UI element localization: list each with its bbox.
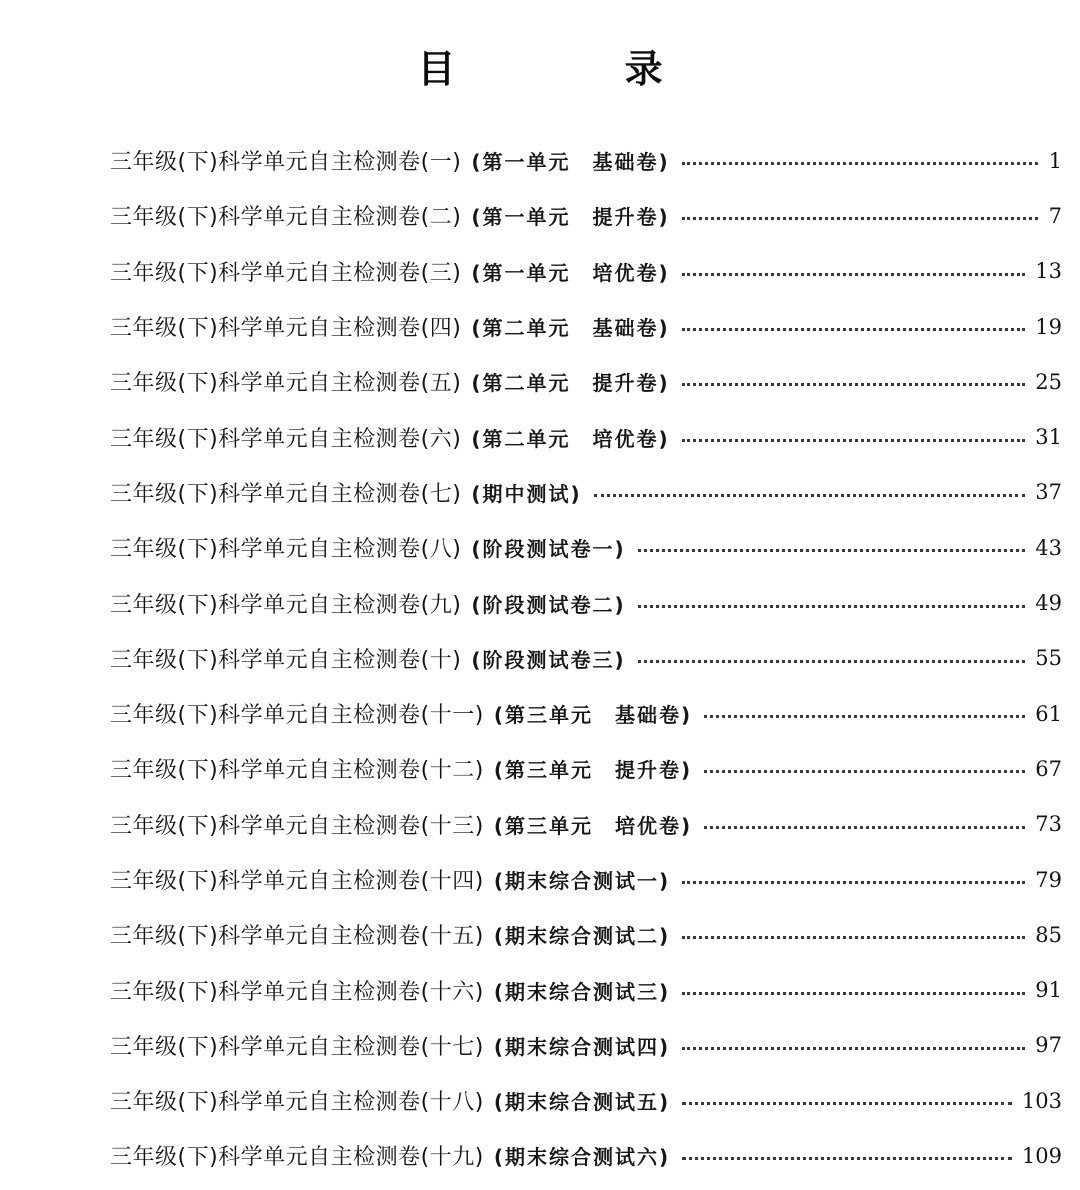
toc-entry-page-number: 1 [1048,148,1062,173]
toc-entry-subtitle: (期末综合测试六) [493,1145,671,1170]
toc-entry[interactable] [110,299,1062,354]
toc-entry-page-number: 25 [1035,369,1062,394]
dot-leader [682,936,1025,939]
toc-entry-title: 三年级(下)科学单元自主检测卷(十) [110,647,462,673]
toc-entry[interactable] [110,520,1062,575]
toc-entry-page-number: 73 [1035,812,1062,837]
toc-entry-title: 三年级(下)科学单元自主检测卷(二) [110,205,462,231]
dot-leader [682,217,1038,220]
dot-leader [682,1157,1012,1160]
toc-entry-subtitle: (第二单元 提升卷) [471,371,670,396]
toc-entry-subtitle: (第一单元 提升卷) [471,205,670,230]
dot-leader [682,992,1025,995]
page-title: 目 录 [417,47,741,92]
toc-entry[interactable] [110,409,1062,464]
toc-entry[interactable] [110,797,1062,852]
toc-entry-page-number: 7 [1048,203,1062,228]
toc-entry-page-number: 49 [1035,591,1062,616]
toc-entry-title: 三年级(下)科学单元自主检测卷(四) [110,316,462,342]
dot-leader [682,162,1038,165]
toc-entry-page-number: 91 [1035,978,1062,1003]
dot-leader [682,881,1025,884]
dot-leader [638,549,1026,552]
dot-leader [704,826,1025,829]
toc-entry-title: 三年级(下)科学单元自主检测卷(一) [110,150,462,176]
toc-entry-page-number: 55 [1035,646,1062,671]
toc-entry-title: 三年级(下)科学单元自主检测卷(十七) [110,1034,484,1060]
dot-leader [704,715,1025,718]
toc-entry[interactable] [110,907,1062,962]
dot-leader [704,770,1025,773]
toc-entry-page-number: 13 [1035,259,1062,284]
toc-entry[interactable] [110,244,1062,299]
toc-entry-page-number: 109 [1021,1143,1062,1168]
dot-leader [682,383,1026,386]
table-of-contents [110,133,1062,1184]
toc-entry[interactable] [110,1073,1062,1128]
toc-entry-title: 三年级(下)科学单元自主检测卷(八) [110,537,462,563]
toc-entry-title: 三年级(下)科学单元自主检测卷(六) [110,426,462,452]
dot-leader [638,660,1026,663]
dot-leader [682,273,1026,276]
toc-entry-subtitle: (期末综合测试五) [493,1090,671,1115]
toc-entry-page-number: 97 [1035,1033,1062,1058]
toc-entry-subtitle: (第二单元 培优卷) [471,426,670,451]
toc-entry[interactable] [110,465,1062,520]
toc-entry-title: 三年级(下)科学单元自主检测卷(十五) [110,924,484,950]
toc-entry-title: 三年级(下)科学单元自主检测卷(七) [110,481,462,507]
toc-entry[interactable] [110,575,1062,630]
toc-entry-title: 三年级(下)科学单元自主检测卷(十三) [110,813,484,839]
toc-entry[interactable] [110,133,1062,188]
toc-entry[interactable] [110,1128,1062,1183]
toc-entry-title: 三年级(下)科学单元自主检测卷(十八) [110,1090,484,1116]
toc-entry-subtitle: (阶段测试卷三) [471,647,626,672]
toc-entry-subtitle: (阶段测试卷一) [471,537,626,562]
toc-entry-title: 三年级(下)科学单元自主检测卷(九) [110,592,462,618]
toc-entry-page-number: 31 [1035,425,1062,450]
toc-entry-subtitle: (第一单元 培优卷) [471,260,670,285]
dot-leader [682,328,1026,331]
toc-entry[interactable] [110,631,1062,686]
toc-entry-subtitle: (期末综合测试三) [493,979,671,1004]
toc-entry-subtitle: (第一单元 基础卷) [471,150,670,175]
toc-entry-title: 三年级(下)科学单元自主检测卷(十九) [110,1145,484,1171]
toc-entry-title: 三年级(下)科学单元自主检测卷(十六) [110,979,484,1005]
toc-entry[interactable] [110,741,1062,796]
toc-entry-subtitle: (第三单元 培优卷) [493,813,693,838]
toc-entry-page-number: 61 [1035,701,1062,726]
toc-entry-title: 三年级(下)科学单元自主检测卷(十四) [110,869,484,894]
toc-entry[interactable] [110,852,1062,907]
toc-entry-subtitle: (第三单元 提升卷) [493,758,693,783]
toc-entry-page-number: 103 [1021,1088,1062,1113]
toc-entry-title: 三年级(下)科学单元自主检测卷(十二) [110,758,484,784]
toc-entry-subtitle: (期末综合测试二) [493,924,671,949]
toc-entry-subtitle: (第三单元 基础卷) [493,703,693,728]
dot-leader [682,1047,1025,1050]
toc-entry-page-number: 67 [1035,756,1062,781]
toc-entry-page-number: 19 [1035,314,1062,339]
toc-entry-subtitle: (阶段测试卷二) [471,592,626,617]
toc-entry-page-number: 37 [1035,480,1062,505]
toc-entry[interactable] [110,354,1062,409]
toc-entry-subtitle: (期末综合测试四) [493,1034,671,1059]
toc-entry-subtitle: (第二单元 基础卷) [471,316,670,341]
dot-leader [638,605,1026,608]
toc-entry-title: 三年级(下)科学单元自主检测卷(十一) [110,703,484,729]
toc-entry[interactable] [110,188,1062,243]
toc-entry[interactable] [110,962,1062,1017]
toc-entry[interactable] [110,686,1062,741]
toc-entry-page-number: 43 [1035,535,1062,560]
toc-entry-page-number: 85 [1035,922,1062,947]
toc-entry-subtitle: (期末综合测试一) [493,869,671,893]
toc-entry[interactable] [110,1018,1062,1073]
toc-entry-title: 三年级(下)科学单元自主检测卷(三) [110,260,462,286]
toc-entry-subtitle: (期中测试) [471,481,582,506]
toc-entry-page-number: 79 [1035,867,1062,892]
dot-leader [594,494,1026,497]
dot-leader [682,439,1026,442]
dot-leader [682,1102,1012,1105]
toc-entry-title: 三年级(下)科学单元自主检测卷(五) [110,371,462,397]
